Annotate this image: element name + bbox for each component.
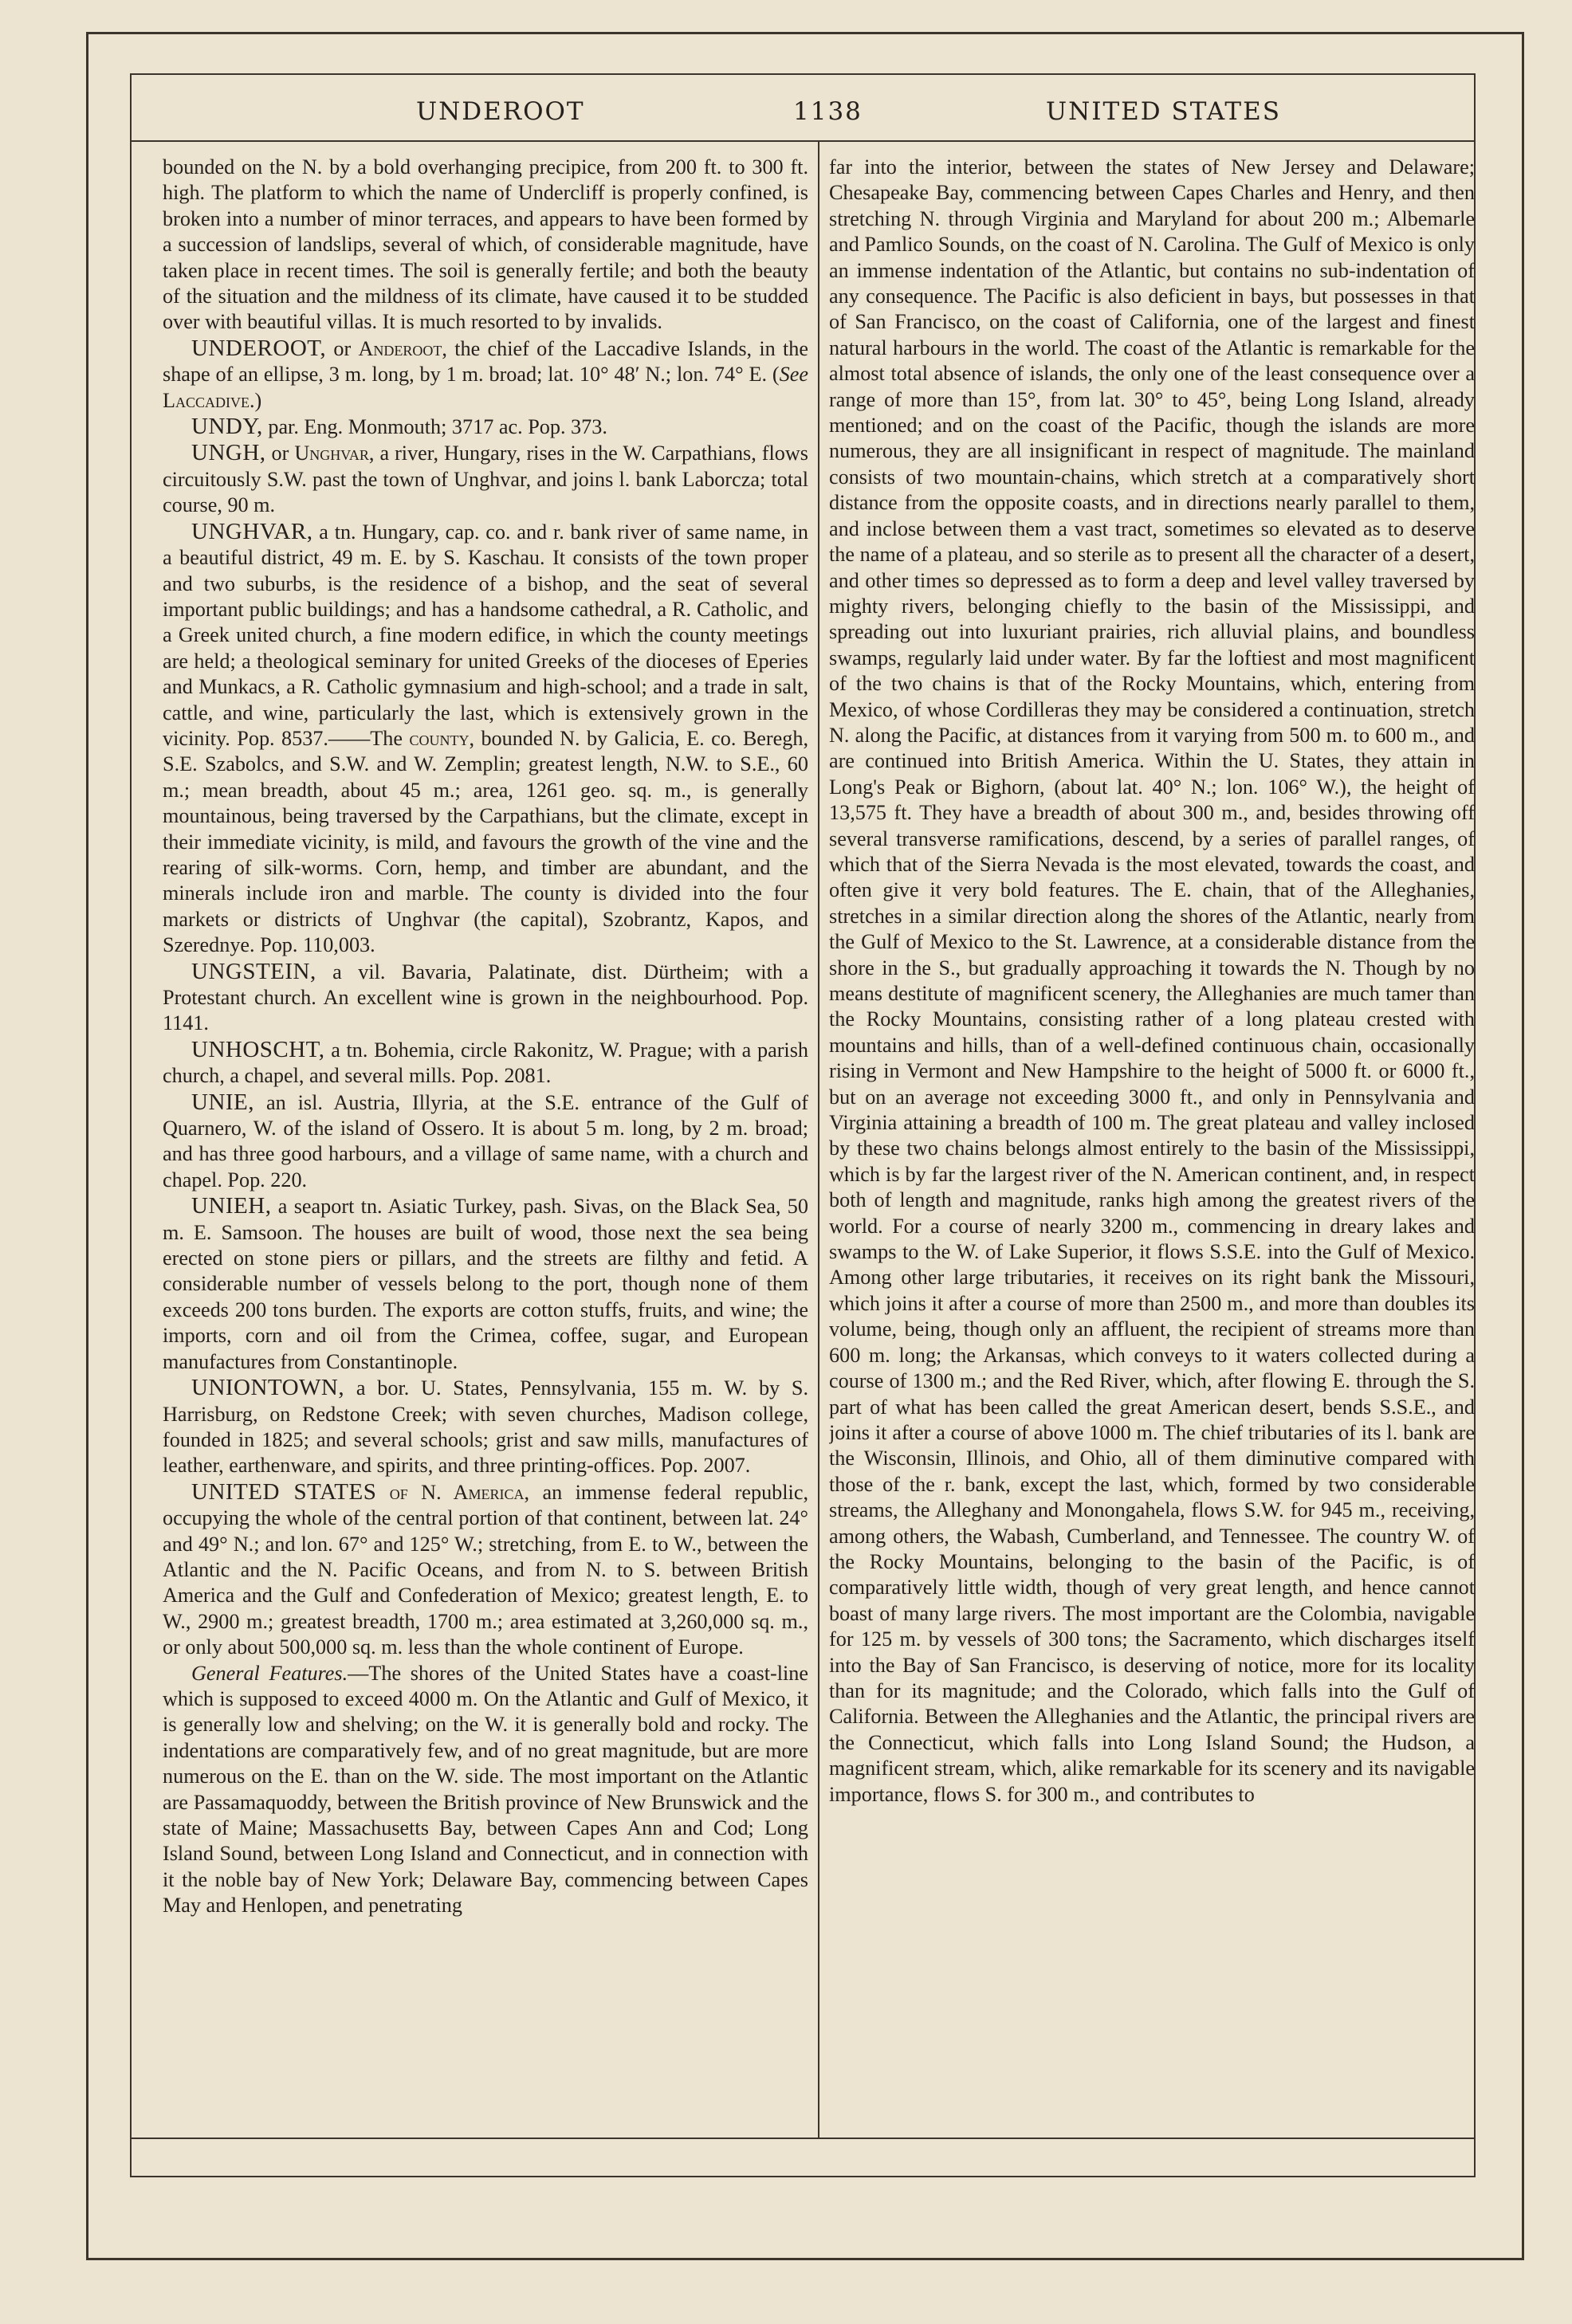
headword: UNITED STATES: [191, 1478, 377, 1505]
headword: UNIEH,: [191, 1193, 272, 1219]
column-divider: [818, 142, 819, 2138]
headword: UNIONTOWN,: [191, 1375, 345, 1401]
right-column: [829, 155, 1475, 2091]
headword: UNIE,: [191, 1089, 255, 1115]
left-column: [163, 155, 808, 2091]
entry-uniontown: UNIONTOWN, a bor. U. States, Pennsylvania, 155 m. W. by S. Harrisburg, on Redstone Creek; with seven churches, Madison college, founded in 1825; and several schools; grist and saw mills, manufactures of leather, earthenware, and spirits, and three printing-offices. Pop. 2007.: [163, 1375, 808, 1478]
entry-unie: UNIE, an isl. Austria, Illyria, at the S.E. entrance of the Gulf of Quarnero, W. of the island of Ossero. It is about 5 m. long, by 2 m. broad; and has three good harbours, and a village of same name, with a church and chapel. Pop. 220.: [163, 1089, 808, 1191]
entry-united-states: UNITED STATES of N. America, an immense federal republic, occupying the whole of the central portion of that continent, between lat. 24° and 49° N.; and lon. 67° and 125° W.; stretching, from E. to W., between the Atlantic and the N. Pacific Oceans, and from N. to S. between British America and the Gulf and Confederation of Mexico; greatest length, E. to W., 2900 m.; greatest breadth, 1700 m.; area estimated at 3,260,000 sq. m., or only about 500,000 sq. m. less than the whole continent of Europe.: [163, 1478, 808, 1659]
entry-continuation: far into the interior, between the states of New Jersey and Delaware; Chesapeake Bay, commencing between Capes Charles and Henry, and then stretching N. through Virginia and Maryland for about 200 m.; Albemarle and Pamlico Sounds, on the coast of N. Carolina. The Gulf of Mexico is only an immense indentation of the Atlantic, but contains no sub-indentation of any consequence. The Pacific is also deficient in bays, but possesses in that of San Francisco, on the coast of California, one of the largest and finest natural harbours in the world. The coast of the Atlantic is remarkable for the almost total absence of islands, the only one of the least consequence over a range of more than 15°, from lat. 30° to 45°, being Long Island, already mentioned; and on the coast of the Pacific, though the islands are more numerous, they are all insignificant in respect of magnitude. The mainland consists of two mountain-chains, which stretch at a comparatively short distance from the opposite coasts, and in directions nearly parallel to them, and inclose between them a vast tract, sometimes so elevated as to deserve the name of a plateau, and so sterile as to present all the character of a desert, and other times so depressed as to form a deep and level valley traversed by mighty rivers, belonging chiefly to the basin of the Mississippi, and spreading out into luxuriant prairies, rich alluvial plains, and boundless swamps, regularly laid under water. By far the loftiest and most magnificent of the two chains is that of the Rocky Mountains, which, entering from Mexico, of whose Cordilleras they may be considered a continuation, stretch N. along the Pacific, at distances from it varying from 500 m. to 600 m., and are continued into British America. Within the U. States, they attain in Long's Peak or Bighorn, (about lat. 40° N.; lon. 106° W.), the height of 13,575 ft. They have a breadth of about 300 m., and, besides throwing off several transverse ramifications, descend, by a series of parallel ranges, of which that of the Sierra Nevada is the most elevated, towards the coast, and often give it very bold features. The E. chain, that of the Alleghanies, stretches in a similar direction along the shores of the Atlantic, nearly from the Gulf of Mexico to the St. Lawrence, at a considerable distance from the shore in the S., but gradually approaching it towards the N. Though by no means destitute of magnificent scenery, the Alleghanies are much tamer than the Rocky Mountains, consisting rather of a long plateau crested with mountains and hills, than of a well-defined continuous chain, occasionally rising in Vermont and New Hampshire to the height of 5000 ft. or 6000 ft., but on an average not exceeding 3000 ft., and only in Pennsylvania and Virginia attaining a breadth of 100 m. The great plateau and valley inclosed by these two chains belongs almost entirely to the basin of the Mississippi, which is by far the largest river of the N. American continent, and, in respect both of length and magnitude, ranks high among the greatest rivers of the world. For a course of nearly 3200 m., commencing in dreary lakes and swamps to the W. of Lake Superior, it flows S.S.E. into the Gulf of Mexico. Among other large tributaries, it receives on its right bank the Missouri, which joins it after a course of more than 2500 m., and more than doubles its volume, being, though only an affluent, the recipient of streams more than 600 m. long; the Arkansas, which conveys to it waters collected during a course of 1300 m.; and the Red River, which, after flowing E. through the S. part of what has been called the great American desert, bends S.S.E., and joins it after a course of above 1000 m. The chief tributaries of its l. bank are the Wisconsin, Illinois, and Ohio, all of them diminutive compared with those of the r. bank, except the last, which, formed by two considerable streams, the Alleghany and Monongahela, flows S.W. for 945 m., receiving, among others, the Wabash, Cumberland, and Tennessee. The country W. of the Rocky Mountains, belonging to the basin of the Pacific, is of comparatively little width, though of very great length, and hence cannot boast of many large rivers. The most important are the Colombia, navigable for 125 m. by vessels of 300 tons; the Sacramento, which discharges itself into the Bay of San Francisco, is deserving of notice, more for its locality than for its magnitude; and the Colorado, which falls into the Gulf of California. Between the Alleghanies and the Atlantic, the principal rivers are the Connecticut, which falls into Long Island Sound; the Hudson, a magnificent stream, which, alike remarkable for its scenery and its navigable importance, flows S. for 300 m., and contributes to: [829, 155, 1475, 1806]
headword: UNDEROOT,: [191, 335, 327, 361]
header-rule: [130, 140, 1476, 142]
entry-continuation: bounded on the N. by a bold overhanging precipice, from 200 ft. to 300 ft. high. The platform to which the name of Undercliff is properly confined, is broken into a number of minor terraces, and appears to have been formed by a succession of landslips, several of which, of considerable magnitude, have taken place in recent times. The soil is generally fertile; and both the beauty of the situation and the mildness of its climate, have caused it to be studded over with beautiful villas. It is much resorted to by invalids.: [163, 155, 808, 334]
running-head-right: UNITED STATES: [1046, 97, 1281, 126]
section-general-features: General Features.—The shores of the United States have a coast-line which is supposed to exceed 4000 m. On the Atlantic and Gulf of Mexico, it is generally low and shelving; on the W. it is generally bold and rocky. The indentations are comparatively few, and of no great magnitude, but are more numerous on the E. than on the W. side. The most important on the Atlantic are Passamaquoddy, between the British province of New Brunswick and the state of Maine; Massachusetts Bay, between Capes Ann and Cod; Long Island Sound, between Long Island and Connecticut, and in connection with it the noble bay of New York; Delaware Bay, commencing between Capes May and Henlopen, and penetrating: [163, 1661, 808, 1918]
entry-ungstein: UNGSTEIN, a vil. Bavaria, Palatinate, dist. Dürtheim; with a Protestant church. An excellent wine is grown in the neighbourhood. Pop. 1141.: [163, 958, 808, 1035]
footer-rule: [130, 2138, 1476, 2139]
headword: UNGSTEIN,: [191, 958, 316, 984]
headword: UNHOSCHT,: [191, 1036, 325, 1062]
entry-underoot: UNDEROOT, or Anderoot, the chief of the Laccadive Islands, in the shape of an ellipse, 3 m. long, by 1 m. broad; lat. 10° 48′ N.; lon. 74° E. (See Laccadive.): [163, 335, 808, 412]
entry-unhoscht: UNHOSCHT, a tn. Bohemia, circle Rakonitz, W. Prague; with a parish church, a chapel, and several mills. Pop. 2081.: [163, 1036, 808, 1088]
section-label: General Features.: [191, 1661, 348, 1685]
page-number: 1138: [793, 97, 863, 126]
headword: UNDY,: [191, 414, 263, 440]
entry-unieh: UNIEH, a seaport tn. Asiatic Turkey, pash. Sivas, on the Black Sea, 50 m. E. Samsoon. The houses are built of wood, those next the sea being erected on stone piers or pillars, and the streets are filthy and fetid. A considerable number of vessels belong to the port, though none of them exceeds 200 tons burden. The exports are cotton stuffs, fruits, and wine; the imports, corn and oil from the Crimea, coffee, sugar, and European manufactures from Constantinople.: [163, 1193, 808, 1373]
entry-ungh: UNGH, or Unghvar, a river, Hungary, rises in the W. Carpathians, flows circuitously S.W. past the town of Unghvar, and joins l. bank Laborcza; total course, 90 m.: [163, 440, 808, 517]
headword: UNGH,: [191, 440, 266, 466]
entry-unghvar: UNGHVAR, a tn. Hungary, cap. co. and r. bank river of same name, in a beautiful district, 49 m. E. by S. Kaschau. It consists of the town proper and two suburbs, is the residence of a bishop, and the seat of several important public buildings; and has a handsome cathedral, a R. Catholic, and a Greek united church, a fine modern edifice, in which the county meetings are held; a theological seminary for united Greeks of the dioceses of Eperies and Munkacs, a R. Catholic gymnasium and high-school; and a trade in salt, cattle, and wine, particularly the last, which is extensively grown in the vicinity. Pop. 8537.——The county, bounded N. by Galicia, E. co. Beregh, S.E. Szabolcs, and S.W. and W. Zemplin; greatest length, N.W. to S.E., 60 m.; mean breadth, about 45 m.; area, 1261 geo. sq. m., is generally mountainous, being traversed by the Carpathians, but the climate, except in their immediate vicinity, is mild, and favours the growth of the vine and the rearing of silk-worms. Corn, hemp, and timber are abundant, and the minerals include iron and marble. The county is divided into the four markets or districts of Unghvar (the capital), Szobrantz, Kapos, and Szerednye. Pop. 110,003.: [163, 518, 808, 957]
headword: UNGHVAR,: [191, 518, 313, 544]
running-head-left: UNDEROOT: [416, 97, 585, 126]
entry-undy: UNDY, par. Eng. Monmouth; 3717 ac. Pop. 373.: [191, 414, 607, 440]
